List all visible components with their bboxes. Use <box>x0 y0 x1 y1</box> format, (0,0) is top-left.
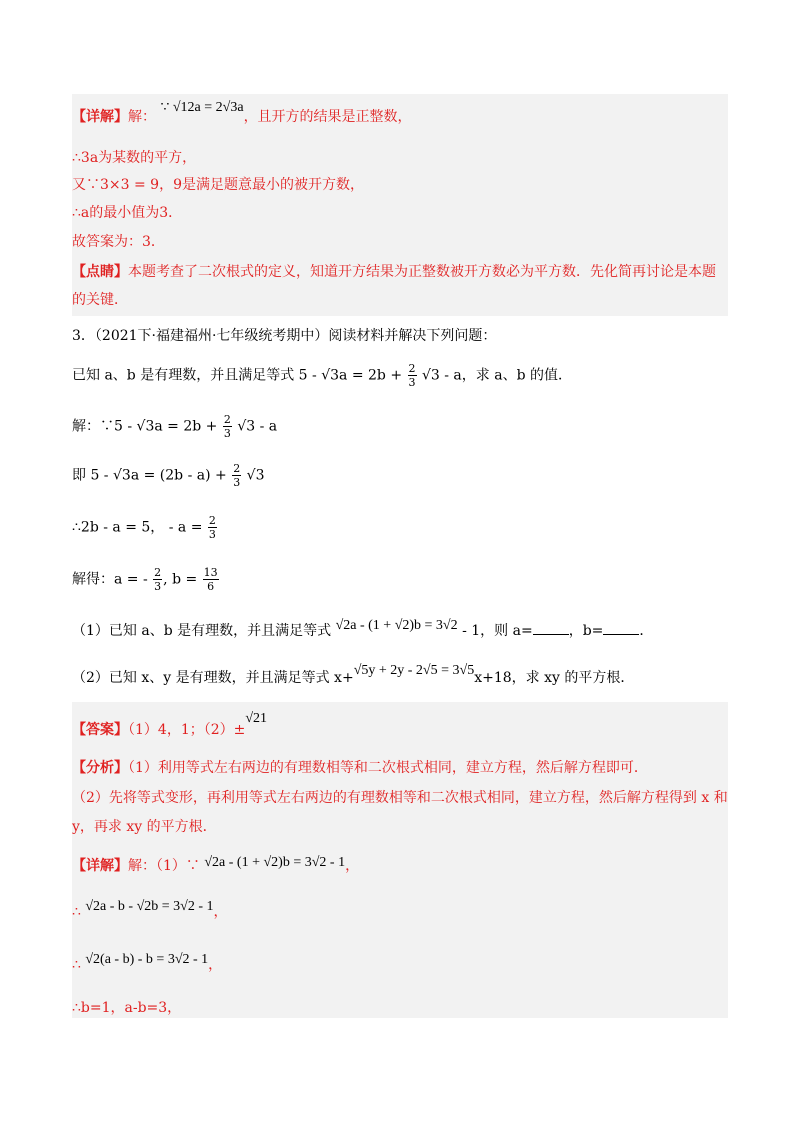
solution-line-2: 即 5 - √3a = (2b - a) + $\frac{2}{3}$ √3 <box>72 462 265 489</box>
analysis-line-3: y，再求 xy 的平方根． <box>72 819 217 835</box>
detail2-line-3: ∴ √2(a - b) - b = 3√2 - 1， <box>72 952 223 973</box>
stem-fraction: $\frac{2}{3}$ <box>408 362 416 389</box>
answer-root: √21 <box>245 711 268 726</box>
answer-line: 【答案】（1）4，1；（2）±√21 <box>72 711 268 738</box>
solution-line-4: 解得：a = - $\frac{2}{3}$ , b = $\frac{13}{6}$ <box>72 566 218 593</box>
part-1: （1）已知 a、b 是有理数，并且满足等式 √2a - (1 + √2)b = 3√2 - 1，则 a= ，b= ． <box>72 618 654 639</box>
detail-math-1: ∵ √12a = 2√3a <box>160 100 244 115</box>
part1-math: √2a - (1 + √2)b = 3√2 <box>335 618 458 633</box>
detail-tag: 【详解】 <box>72 109 128 125</box>
detail2-math-3: √2(a - b) - b = 3√2 - 1 <box>85 952 209 967</box>
part-2: （2）已知 x、y 是有理数，并且满足等式 x+√5y + 2y - 2√5 = 3√5x+18，求 xy 的平方根． <box>72 663 635 686</box>
detail2-line-4: ∴b=1，a-b=3， <box>72 1000 182 1016</box>
detail-line-1: 【详解】解： ∵ √12a = 2√3a，且开方的结果是正整数， <box>72 100 412 125</box>
answer-blank-b[interactable] <box>603 620 639 635</box>
detail2-math-2: √2a - b - √2b = 3√2 - 1 <box>85 899 214 914</box>
solution-line-1: 解：∵5 - √3a = 2b + $\frac{2}{3}$ √3 - a <box>72 413 278 440</box>
sol4-fraction-a: $\frac{2}{3}$ <box>154 566 162 593</box>
answer-tag: 【答案】 <box>72 722 128 738</box>
comment-line-2: 的关键． <box>72 292 128 308</box>
detail2-line-2: ∴ √2a - b - √2b = 3√2 - 1， <box>72 899 228 920</box>
detail-line-5: 故答案为：3． <box>72 234 165 250</box>
part2-math: √5y + 2y - 2√5 = 3√5 <box>353 663 475 678</box>
detail2-line-1: 【详解】解：（1）∵ √2a - (1 + √2)b = 3√2 - 1， <box>72 855 360 874</box>
analysis-line-2: （2）先将等式变形，再利用等式左右两边的有理数相等和二次根式相同，建立方程，然后解方程得到 x 和 <box>72 790 728 806</box>
solution-line-3: ∴2b - a = 5， - a = $\frac{2}{3}$ <box>72 514 216 541</box>
analysis-tag: 【分析】 <box>72 760 128 776</box>
question-stem: 已知 a、b 是有理数，并且满足等式 5 - √3a = 2b + $\frac{2}{3}$ √3 - a，求 a、b 的值． <box>72 362 572 389</box>
sol4-fraction-b: $\frac{13}{6}$ <box>203 566 218 593</box>
detail-line-2: ∴3a为某数的平方， <box>72 150 197 166</box>
question-header: 3．（2021下·福建福州·七年级统考期中）阅读材料并解决下列问题： <box>72 328 497 344</box>
analysis-line-1: 【分析】（1）利用等式左右两边的有理数相等和二次根式相同，建立方程，然后解方程即可． <box>72 760 648 776</box>
comment-tag: 【点睛】 <box>72 264 128 280</box>
answer-blank-a[interactable] <box>533 620 569 635</box>
sol3-fraction: $\frac{2}{3}$ <box>208 514 216 541</box>
comment-line-1: 【点睛】本题考查了二次根式的定义，知道开方结果为正整数被开方数必为平方数．先化简再讨论是本题 <box>72 264 716 280</box>
sol1-fraction: $\frac{2}{3}$ <box>223 413 231 440</box>
detail-line-3: 又∵3×3 = 9，9是满足题意最小的被开方数， <box>72 177 364 193</box>
detail-line-4: ∴a的最小值为3． <box>72 205 183 221</box>
detail2-math-1: √2a - (1 + √2)b = 3√2 - 1 <box>204 855 346 870</box>
sol2-fraction: $\frac{2}{3}$ <box>233 462 241 489</box>
detail2-tag: 【详解】 <box>72 858 128 874</box>
